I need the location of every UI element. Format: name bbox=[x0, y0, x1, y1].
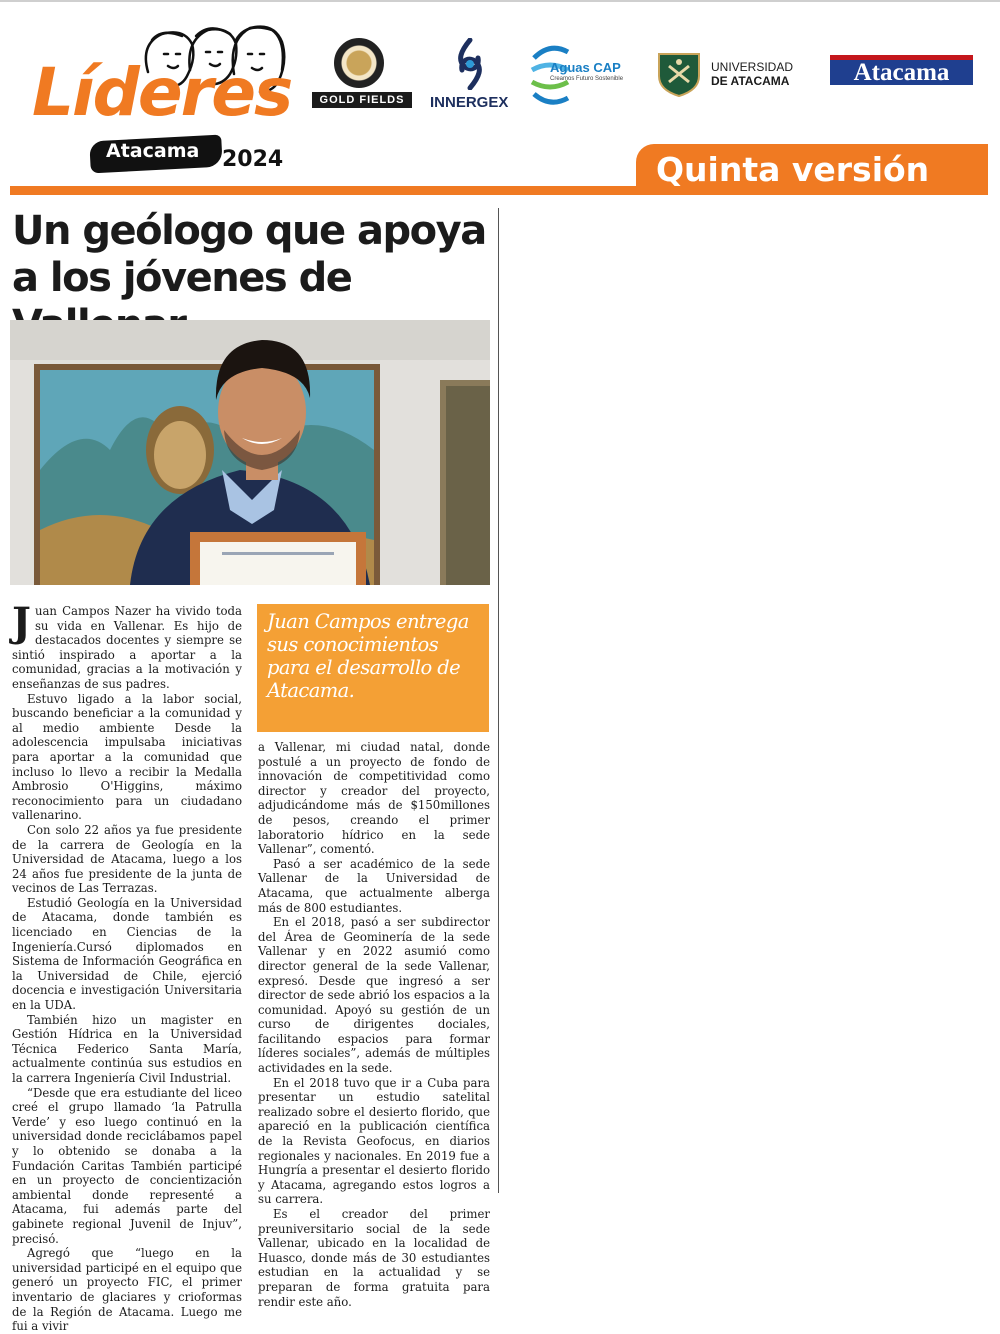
pull-quote-box bbox=[257, 604, 489, 732]
paragraph-8: a Vallenar, mi ciudad natal, donde postulé a un proyecto de fondo de innovación de competitividad como director y creador del proyecto, adjudicándome más de $150millones de pesos, creando el primer laboratorio hídrico en la sede Vallenar”, comentó. bbox=[258, 740, 490, 857]
article-column-2 bbox=[258, 740, 490, 1309]
paragraph-12: Es el creador del primer preuniversitario social de la sede Vallenar, ubicado en la localidad de Huasco, donde más de 30 estudiantes estudian en la actualidad y se preparan de forma gratuita para rendir este año. bbox=[258, 1207, 490, 1309]
column-divider bbox=[498, 208, 499, 1193]
innergex-logo bbox=[430, 38, 510, 110]
paragraph-6: “Desde que era estudiante del liceo creé el grupo llamado ‘la Patrulla Verde’ y eso luego continuó en la universidad donde reciclábamos papel y lo obtenido se donaba a la Fundación Caritas También participé en un proyecto de concientización ambiental donde representé a Atacama, fui además parte del gabinete regional Juvenil de Injuv”, precisó. bbox=[12, 1085, 242, 1246]
paragraph-4: Estudió Geología en la Universidad de Atacama, donde también es licenciado en Ciencias de la Ingeniería.Cursó diplomados en Sistema de Información Geográfica en la Universidad de Chile, ejerció docencia e investigación Universitaria en la UDA. bbox=[12, 895, 242, 1013]
goldfields-label: GOLD FIELDS bbox=[312, 92, 412, 108]
paragraph-2: Estuvo ligado a la labor social, buscando beneficiar a la comunidad y al medio ambiente Desde la adolescencia impulsaba iniciativas para aportar a la comunidad que incluso lo llevo a recibir la Medalla Ambrosio O'Higgins, máximo reconocimiento para un ciudadano vallenarino. bbox=[12, 691, 242, 823]
aguas-cap-tagline: Creamos Futuro Sostenible bbox=[550, 76, 624, 82]
paragraph-11: En el 2018 tuvo que ir a Cuba para presentar un estudio satelital realizado sobre el desierto florido, que apareció en la publicación científica de la Revista Geofocus, en diarios regionales y nacionales. En 2019 fue a Hungría a presentar el desierto florido y Atacama, agregando estos logros a su carrera. bbox=[258, 1075, 490, 1207]
paragraph-9: Pasó a ser académico de la sede Vallenar de la Universidad de Atacama, que actualmente alberga más de 800 estudiantes. bbox=[258, 856, 490, 915]
drop-cap: J bbox=[12, 599, 31, 646]
paragraph-7: Agregó que “luego en la universidad participé en el equipo que generó un proyecto FIC, el primer inventario de glaciares y crioformas de la Región de Atacama. Luego me fui a vivir bbox=[12, 1246, 242, 1334]
portrait-image bbox=[10, 320, 490, 585]
paragraph-1 bbox=[12, 599, 242, 692]
top-border bbox=[0, 0, 1000, 2]
lideres-atacama-logo bbox=[30, 10, 300, 180]
uda-line-2: DE ATACAMA bbox=[711, 74, 790, 88]
uda-shield-icon bbox=[655, 50, 703, 98]
edition-label: Quinta versión bbox=[656, 150, 930, 189]
goldfields-logo bbox=[312, 38, 412, 110]
paragraph-5: También hizo un magister en Gestión Hídrica en la Universidad Técnica Federico Santa María, actualmente continúa sus estudios en la carrera Ingeniería Civil Industrial. bbox=[12, 1012, 242, 1085]
pull-quote: Juan Campos entrega sus conocimientos para el desarrollo de Atacama. bbox=[267, 610, 469, 702]
brand-title: Líderes bbox=[32, 54, 292, 131]
uda-line-1: UNIVERSIDAD bbox=[711, 60, 794, 74]
universidad-atacama-logo bbox=[655, 50, 815, 100]
innergex-label: INNERGEX bbox=[430, 94, 509, 111]
edition-tab bbox=[636, 144, 988, 195]
uda-label bbox=[711, 60, 793, 88]
article-column-1 bbox=[12, 599, 242, 1334]
aguas-cap-logo bbox=[530, 40, 630, 110]
diario-small-label: EL DIARIO DE bbox=[836, 51, 869, 57]
innergex-drop-icon bbox=[450, 38, 490, 90]
diario-masthead: Atacama bbox=[830, 60, 973, 85]
article-headline: Un geólogo que apoya a los jóvenes de bbox=[12, 208, 486, 301]
brand-subtitle: Atacama bbox=[106, 140, 200, 162]
paragraph-10: En el 2018, pasó a ser subdirector del Área de Geominería de la sede Vallenar y en 2022 asumió como director general de la sede Vallenar, expresó. Desde que ingresó a ser director de sede abrió los espacios a la comunidad. Apoyó su gestión de un curso de dirigentes dociales, facilitando espacios para formar líderes sociales”, además de múltiples actividades en la sede. bbox=[258, 915, 490, 1076]
diario-atacama-logo bbox=[830, 51, 973, 87]
article-photo bbox=[10, 320, 490, 585]
brand-year: 2024 bbox=[222, 147, 284, 172]
paragraph-1-text: uan Campos Nazer ha vivido toda su vida en Vallenar. Es hijo de destacados docentes y siempre se sintió inspirado a aportar a la comunidad, gracias a la motivación y enseñanzas de sus padres. bbox=[12, 604, 242, 691]
goldfields-lion-icon bbox=[334, 38, 384, 88]
paragraph-3: Con solo 22 años ya fue presidente de la carrera de Geología en la Universidad de Atacama, luego a los 24 años fue presidente de la junta de vecinos de Las Terrazas. bbox=[12, 822, 242, 896]
aguas-cap-label: Aguas CAP bbox=[550, 60, 621, 75]
